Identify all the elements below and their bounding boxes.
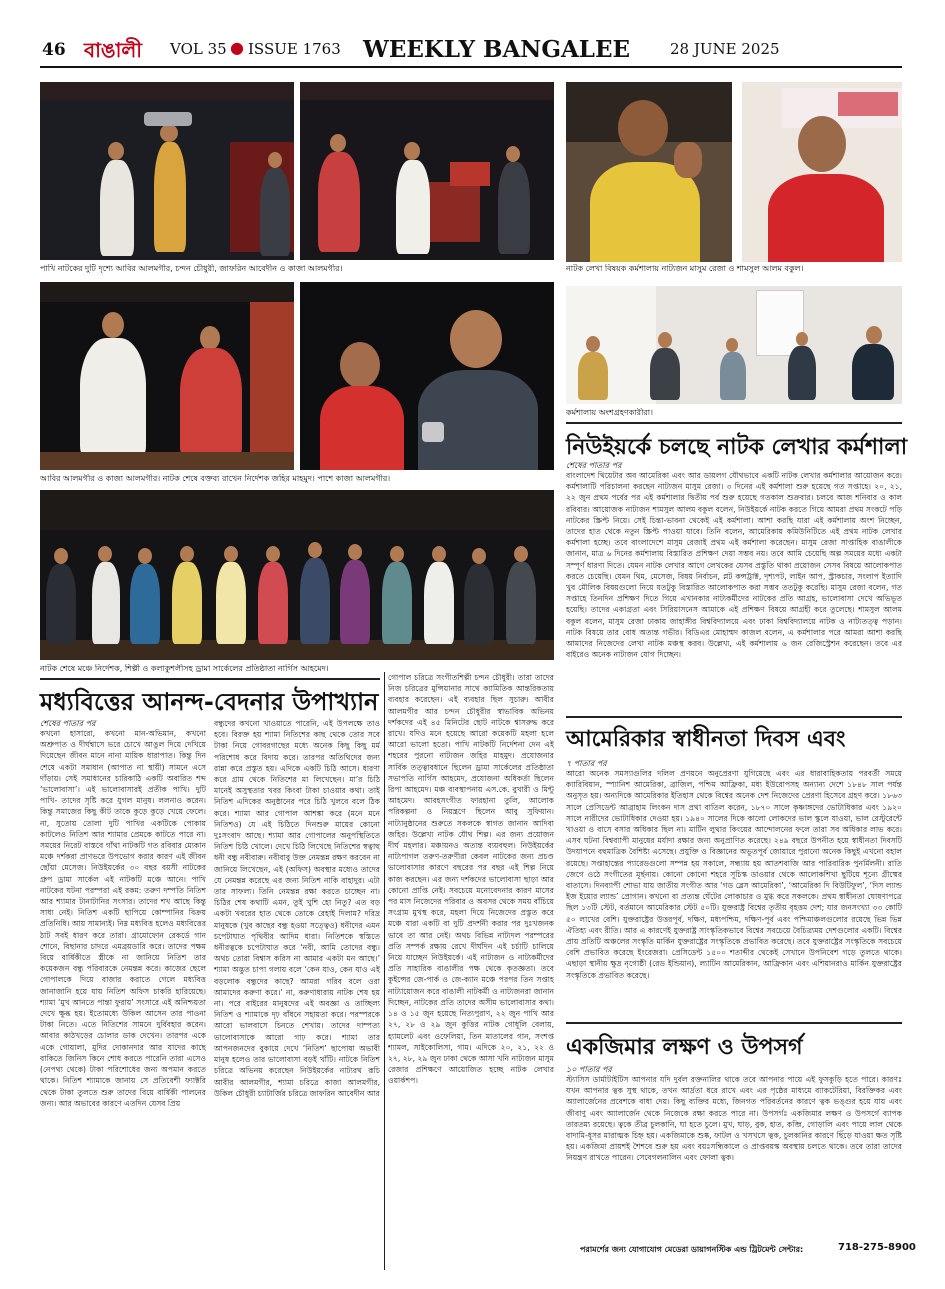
- workshop-article-body: বাংলাদেশ থিয়েটার অব আমেরিকা এবং আর ডায়লগ যৌথভাবে একটি নাটক লেখার কর্মশালার আয়োজন করে। কর্মশালাটি পরিচালনা করছেন নাট্যজন মাসুম রেজা। ৩ দিনের এই কর্মশালা শুরু হয়েছে গত সপ্তাহে। ২০, ২১, ২২ জুন প্রথম পর্বের পর এই কর্মশালার দ্বিতীয় পর্ব শুরু হয়েছে গতকাল শুক্রবার। চলবে আজ শনিবার ও কাল রবিবার। আয়োজক নাট্যজন শামসুল আলম বকুল বলেন, নিউইয়র্কে নাটক করতে গিয়ে আমরা প্রথম সংকটে পড়ি নাটকের স্ক্রিপ্ট নিয়ে। সেই চিন্তা-ভাবনা থেকেই এই কর্মশালা। আশা করছি যারা এই কর্মশালায় অংশ নিচ্ছেন, তাদের হাত থেকে নতুন স্ক্রিপ্ট পাওয়া যাবে। তিনি বলেন, আমেরিকায় কমিউনিটিতে এই প্রথম নাটক লেখার কর্মশালা হচ্ছে। তবে বাংলাদেশে মাসুম রেজাই প্রথম এই কর্মশালা করেছেন। মাসুম রেজা সাপ্তাহিক বাঙালীকে জানান, মাত্র ৬ দিনের কর্মশালায় বিস্তারিত প্রশিক্ষণ দেয়া সম্ভব নয়। তবে আমি চেয়েছি অল্প সময়ের মধ্যে একটা সম্পূর্ণ ধারণা দিতে। যেমন নাটক লেখার আগে লেখকের যেসব প্রস্তুতি থাকা প্রয়োজন সেসব বিষয়ে আলোকপাত করতে চেয়েছি। যেমন থিম, মেসেজ, বিষয় নির্বাচন, প্লট কন্সট্রাক্ট, দৃশ্যপট, লাইন আপ, স্ট্রাকচার, সংলাপ ইত্যাদি খুব মৌলিক বিষয়গুলো নিয়ে যতটুকু বিস্তারিত আলোকপাত করা সম্ভব ততটুকু করেছি। মাসুম রেজা বলেন, গত সপ্তাহে তিনদিন প্রশিক্ষণ দিতে গিয়ে এখানকার নাট্যকর্মীদের নাটকের প্রতি আগ্রহ, ভালোবাসা দেখে অভিভূত হয়েছি। তাদের একাগ্রতা এবং সিরিয়াসনেস আমাকে এই প্রশিক্ষণ বিষয়ে আগ্রহী করে তুলেছে। শামসুল আলম বকুল বলেন, মাসুম রেজা ঢাকায় জাহাঙ্গীর বিশ্ববিদ্যালয়ে এবং ঢাকা বিশ্ববিদ্যালয়ে নাটক ও নাট্যতত্ত্ব পড়ান। নাটক বিষয়ে তার বোধ অত্যন্ত গভীর। বিডিএর মোহাম্মদ কাজল বলেন, এ কর্মশালার পরে আমরা আশা করছি আমাদের নিজেদের লেখা নাটক মঞ্চস্থ করব। উল্লেখ্য, এই কর্মশালায় ৬ জন রেজিস্ট্রেশন করেছেন। তবে এর বাইরেও অনেক নাট্যজন যোগ দিচ্ছেন।: [566, 471, 902, 660]
- workshop-continued-label: শেষের পাতার পর: [566, 461, 622, 470]
- bullet-dot-icon: ●: [230, 38, 244, 57]
- workshop-speaker-photo-2: [742, 82, 902, 262]
- independence-continued-label: ৭ পাতার পর: [566, 759, 607, 768]
- page-header: [40, 36, 902, 64]
- middle-class-column-1: কখনো হাসারো, কখনো মান-অভিমান, কখনো অশ্রুপাত ও দীর্ঘশ্বাসে ভরে চোখে আঙুল দিয়ে দেখিয়ে দিয়েছেন জীবন মানে নানা মায়িক ধারাপাত। কিন্তু দিন শেষে একটা সমাধান (আপাত না স্থায়ী) সামনে এসে দাঁড়ায়। সেই সমাধানের চারিকাঠি একটি অবারিত শব্দ ‘ভালোবাসা’। এই ভালোবাসারই প্রতীক পাখি। দুটি পাখি- তাদের সৃষ্টি করে যুগল মানুষ। ললনাও করেন। কিন্তু সমাজের কিছু কীট তাকে কুড়ে কুড়ে খেয়ে ফেলে। না, সুতোয় তোলা দুটি পাখির একটিকে পোকায় কাটলেও নিতিশ আর শ্যামার প্রেমকে কাটতে পারে না। সময়ের নিরেট বাস্তবে গাঁথা নাটকটি গত রবিবার ম্যেকান মঞ্চে দর্শকরা প্রাণভরে উপভোগ করার কারণ এই জীবন ছোঁয়া মেসেজ। নিউইয়র্কের ৩০ বছর বয়সী নাটকের গ্রুপ ড্রামা সার্কেল এই নাটকটি মঞ্চে আনে। পাখি নাটকের ঘটনা পরম্পরা এই রকম: তরুণ দম্পতি নিতিশ আর শ্যামার টানাটানির সংসার। তাদের শখ আছে কিন্তু সাধ্য নেই। নিতিশ একটি ছাপিয়ে কোম্পানির বিক্রয় প্রতিনিধি। আয় সামান্যই। নিম্ন মধ্যবিত্ত হলেও মধ্যবিত্তের ঠাট সবই ধারণ করে তারা। গ্রামোফোন রেকর্ডে গান শোনে, বিছানার চাদরে এমব্রয়ডারি করে। তাদের পক্ষম বিয়ে বার্ষিকীতে স্ত্রীকে না জানিয়ে নিতিশ তার কয়েকজন বন্ধু পরিবারকে নেমন্তন্ন করে। কাজের ছেলে গোপালকে দিয়ে বাজার করাতে গেলে মধ্যবিত্ত জানাজানি হয়ে যায় নিতিশ অফিস চাকরি হারিয়েছে। শ্যামা ‘মুখ আনতে পান্তা ফুরায়’ সংসারে এই অনিশ্চয়তা দেখে ক্ষুব্ধ হয়। ইতোমধ্যে উকিল আসেন তার পাওনা টাকা নিতে। এতে নিতিশের সামনে দুর্বিবহার করেন। আবার কাঠখড়ের চোলার ডাক দেখেন। তারপর একে একে গোয়ালা, মুদির দোকানদার আর যাদের কাছে বাকিতে জিনিস কিনে শোধ করতে পারেনি তারা এসেও (নেপথ্য থেকে) টাকা পরিশোধের জন্য অপমান করতে থাকে। নিতিশ শ্যামাকে জানায় সে প্রতিবেশী ফ্যাক্টরি থেকে টাকা তুলতে শুরু তাদের বিয়ে বার্ষিকী পালনের জন্য। আর অভাবের কারণে এতদিন যেসব প্রিয়: [40, 729, 206, 1108]
- column-divider: [384, 672, 385, 1270]
- header-rule: [40, 66, 902, 68]
- newspaper-logo: বাঙালী: [84, 38, 143, 62]
- independence-headline: আমেরিকার স্বাধীনতা দিবস এবং: [566, 727, 846, 752]
- workshop-rule: [566, 422, 902, 424]
- clinic-contact-label: পরামর্শের জন্য যোগাযোগ মেডেরা ডায়াগনস্টিক এন্ড ট্রিটমেন্ট সেন্টার:: [580, 1245, 804, 1254]
- play-couple-photo: [40, 282, 294, 470]
- photo-caption-row3: নাটক শেষে মঞ্চে নির্দেশক, শিল্পী ও কলাকুশলীসহ ড্রামা সার্কেলের প্রতিষ্ঠাতা নার্গিস আহমেদ।: [40, 664, 329, 673]
- issue-date: 28 JUNE 2025: [670, 40, 780, 58]
- eczema-continued-label: ১০ পাতার পর: [566, 1065, 612, 1074]
- middle-class-headline: মধ্যবিত্তের আনন্দ-বেদনার উপাখ্যান: [40, 688, 379, 716]
- page-number: 46: [42, 40, 66, 60]
- independence-article-body: আরো অনেক সমস্যাগুলির দলিল প্রণয়নে অনুপ্রেরণা যুগিয়েছে এবং এর ধারাবাহিকতায় পরবর্তী সময়ে ক্যারিবিয়ান, স্প্যানিশ আমেরিকা, ব্রাজিল, পশ্চিম আফ্রিকা, মধ্য ইউরোপসহ অন্যান্য দেশে ১৮৪৮ সাল পর্যন্ত অনুসৃত হয়। অন্যদিকে আমেরিকার ইতিহাস থেকে বিশ্বের অনেক দেশ নিজেদের প্রেরণা হিসেবে গ্রহণ করে। ১৮৬৩ সালে প্রেসিডেন্ট আব্রাহাম লিংকন দাস প্রথা বাতিল করেন, ১৮৭০ সালে কৃষ্ণাঙ্গদের ভোটাধিকার এবং ১৯২০ সালে নারীদের ভোটাধিকার দেওয়া হয়। ১৯৪০ সালের দিকে কালো লোকদের ভাল স্কুলে যাওয়া, ভাল রেস্টুরেন্টে খাওয়া ও বাসে বসার অধিকার ছিল না। মার্টিন লুথার কিংয়ের আন্দোলনের ফলে তারা সব অধিকার লাভ করে। এসব ঘটনা বিশ্বব্যাপী মানুষের মর্যাদা রক্ষার জন্য অনুপ্রাণিত করেছে। ২৪৯ বছরে উপনীত হয়ে স্বাধীনতা দিবসটি উদযাপনে বহুমাত্রিক বৈশিষ্ট্য এসেছে। প্রযুক্তি ও বিজ্ঞানের অভূতপূর্ব জোয়ারে পুরানো অনেক কিছুই এখনো বহাল রয়েছে। সপ্তাহান্তের প্যারেডগুলো সম্পন্ন হয় সকালে, সন্ধ্যায় হয় আতশবাজি আর পারিবারিক পুনর্মিলনী। রাতি জেগে ওঠে সংগীতের মূর্ছনায়। কোনো কোনো শহরে সূচিস্ক ডাওয়ার থেকে আলোকশিখা ছুটিয়ে শূন্যে গ্রীষ্মের বাতাসে। দিনব্যাপী শোভা যায় জাতীয় সংগীত আর ‘গড ব্লেস আমেরিকা’, ‘আমেরিকা দি বিউটিফুল’, ‘দিস ল্যান্ড ইজ ইয়োর ল্যান্ড’ প্রোগান। কখনো বা প্রত্যন্ত ঘেঁটের লোকাচার ও মুগ্ধ করে সকলকে। প্রথম স্বাধীনতা ঘোষণাপত্রে ছিল ১৩টি স্টেট, বর্তমানে আমেরিকার স্টেট ৫০টি। যুক্তরাষ্ট্র বিশ্বের তৃতীয় বৃহত্তম দেশ; যার জনসংখ্যা ৩৩ কোটি ৫০ লাখের বেশি। যুক্তরাষ্ট্রের উত্তরপূর্ব, দক্ষিণ, মধ্যপশ্চিম, দক্ষিণ-পূর্ব এবং পশ্চিমাঞ্চলগুলোর রয়েছে ভিন্ন ভিন্ন ঐতিহ্য এবং রীতি। আর এ কারণেই যুক্তরাষ্ট্র সাংস্কৃতিকভাবে বিশ্বের সবচেয়ে বৈচিত্র্যময় দেশগুলোর একটি। বিশ্বের প্রায় প্রতিটি অঞ্চলের সংস্কৃতি মার্কিন যুক্তরাষ্ট্রের সংস্কৃতিকে প্রভাবিত করেছে। তবে যুক্তরাষ্ট্রের সংস্কৃতিকে সবচেয়ে বেশি প্রভাবিত করেছে ইংরেজরা। প্রেসিডেন্ট ১৫০০ শতাব্দীর থেকেই সেখানে উপনিবেশ গড়ে তুলতে থাকে। এছাড়া স্থানীয় ক্ষুদ্র নৃগোষ্ঠী (রেড ইন্ডিয়ান), ল্যাটিন আমেরিকান, আফ্রিকান এবং এশিয়ানরাও মার্কিন যুক্তরাষ্ট্রের সংস্কৃতিকে প্রভাবিত করেছে।: [566, 769, 902, 980]
- volume-label: VOL 35: [170, 40, 227, 58]
- workshop-headline: নিউইয়র্কে চলছে নাটক লেখার কর্মশালা: [566, 435, 908, 460]
- middle-class-rule: [40, 678, 380, 680]
- workshop-participants-photo: [566, 286, 902, 404]
- photo-caption-row2-left: আবির আলমগীর ও কাজা আলমগীর। নাটক শেষে বক্তব্য রাখেন নির্দেশক জহির মাহমুদ। পাশে কাজা আলমগীর।: [40, 474, 391, 483]
- independence-rule: [566, 716, 902, 718]
- eczema-article-body: স্ট্যাসিস ডার্মাটাইটিস আপনার যদি দুর্বল রক্তনালির থাকে তবে আপনার পায়ে এই ফুসকুড়ি হতে পারে। কারণঃ যখন আপনার ত্বক সুস্থ থাকে, তখন আর্দ্রতা ধরে রাখে এবং এর পৃষ্ঠের মাধ্যমে ব্যাকটেরিয়া, বিরক্তিকর এবং অ্যালার্জেনের প্রবেশকে বাধা দেয়। কিছু ব্যক্তির মধ্যে, জিনগত পরিবর্তনের কারণে ত্বক ভঙ্গুর হয়ে যায় এবং জীবাণু এবং অ্যালার্জেন থেকে নিজেকে রক্ষা করতে পারে না। উপসর্গঃ একজিমার লক্ষণ ও উপসর্গে ব্যাপক তারতম্য রয়েছে। ত্বকে তীব্র চুলকানি, ঘা হতে চুলে। মুখ, ঘাড়, বুক, হাত, কব্জি, গোড়ালি এবং পায়ে লাল থেকে বাদামি-ধূসর মারাত্মক চিহ্ন হয়। একজিমাকে শুষ্ক, ফাটল ও খসখসে ত্বক, চুলকানির কারণে ছিঁড়ে যাওয়া ক্ষত সৃষ্টি হয়। একজিমা প্রায়শই শৈশবে শুরু হয় এবং বয়ঃসন্ধিকালে ও প্রাপ্তবয়স্ক অবস্থায় চলতে থাকে। তবে তারা তাদের নিয়ন্ত্রণ রাখতে পারেন। সেবেগলনালিন এবং ফোলা ত্বক।: [566, 1075, 902, 1163]
- workshop-speaker-photo-1: [566, 82, 732, 262]
- masthead-title: WEEKLY BANGALEE: [363, 36, 631, 63]
- middle-class-column-2: বন্ধুদের কখনো খাওয়াতে পারেনি, এই উপলক্ষে তাও হবে। বিরক্ত হয় শ্যামা নিতিশের কাছ থেকে তোর সবে টাকা নিয়ে গোবরগাছের মধ্যে অনেক কিছু কিছু মর্ম পরিশোধ করে বিদায় করে। তারপর অতিথিদের জন্য রান্না করে প্রস্তুত হয়। এদিকে একটি চিঠি আসে। ধারণা করে গ্রাম থেকে নিতিশের মা লিখেছেন। মা’র চিঠি মানেই অসুস্থতার খবর কিংবা টাকা চাওয়ার কথা। তাই নিতিশ এদিকের অনুষ্ঠানের পরে চিঠি খুলবে বলে ঠিক করে। শ্যামা আর গোপাল আশঙ্কা করে (মনে মনে নিতিশও) যে এই চিঠিতে দিনশুরু মায়ের কোনো দুঃসংবাদ আছে। শ্যামা আর গোপালের অনুপস্থিতিতে নিতিশ চিঠি খোলে। দেখে চিঠি লিখেছে নিতিশের স্বত্বাহু ধনী বন্ধু নবীবারু। নবীবাবু উক্ত নেমন্তন্ন রক্ষণ করবেন না জানিয়ে লিখেছেন, এই (অফিস) অবস্থার মধ্যেও তাদের যে নেমন্তন্ন করেছে এর জন্য নিতিশ নাকি বাহাদুর। এটা তার সাফল্য। তিনি নেমন্তন্ন রক্ষা করতে চাচ্ছেন না। চিঠির শেষ কথাটি এমন, তুই খুশি হো নিতু? এত বড় একটা খবরের হাত থেকে তোকে রেহাই দিলাম? দরিদ্র মানুষকে (খুব কাছের বন্ধু হওয়া সত্ত্বেও) ধনীদের এমন চপেটাঘাত পৃথিবীর আদিম ধারা। নিতিশকে স্বস্তিতে ধনীরত্বকে চপেটাঘাত করে ‘নবী, আমি তোদের বন্ধু। অথচ তোরা বিশ্বাস করিস না আমার একটা মন আছে।’ শ্যামা অদ্ভুত চাপা গলায় বলে ‘কেন যাও, কেন যাও এই বড়লোক বন্ধুদের কাছে? আমরা গরিব বলে ওরা আমাদের করুণা করে।’ না, করুণাধারায় নাটক শেষ হয় না। পরে বাইরের মানুষদের এই অবজ্ঞা ও তাচ্ছিল্য নিতিশ ও শ্যামাকে দৃঢ় বাঁধনে সহায়তা করে। পরস্পরকে আরো ভালবাসে চিনতে শেখায়। তাদের দাম্পত্য ভালোবাসাকে আরো গাঢ় করে। শ্যামা তার আপনজনদের বুকায়ে দেখে ‘নিতিশ’ ছাপোষা অভাবী মানুষ হলেও তার ভালোবাসা বড়ই খাঁটি। নাটকে নিতিশ চরিত্রে অভিনয় করেছেন নিউইয়র্কের নাট্যরথ রূচি আবীর আলমগীর, শ্যামা চরিত্রে কাজা আলমগীর, উকিল চৌধুরী চ্যাটার্জির চরিত্রে জাফরিন আবেদীন আর: [214, 719, 380, 1098]
- play-scene-photo-2: [300, 82, 554, 260]
- issue-label: ISSUE 1763: [248, 40, 341, 58]
- cast-group-photo: [40, 490, 554, 660]
- play-scene-photo-1: [40, 82, 294, 260]
- photo-caption-row1-right: নাটক লেখা বিষয়ক কর্মশালায় নাট্যজন মাসুম রেজা ও শামসুল আলম বকুল।: [566, 264, 804, 273]
- eczema-rule: [566, 1022, 902, 1024]
- eczema-headline: একজিমার লক্ষণ ও উপসর্গ: [566, 1035, 803, 1060]
- middle-class-column-3: গোপাল চরিত্রে সংগীতশিল্পী চন্দন চৌধুরী। তারা তাদের নিজ চরিত্রের মুন্সিয়ানার সাথে ক্যামিতিক আন্তরিকতায় ব্যবহার করেছেন। এই ব্যবহার ছিল সুচারু। আবীর আলমগীর আর চন্দন চৌধুরীর স্বাভাবিক অভিনয় দর্শকদের এই ৪৫ মিনিটের ছোট নাটকে শ্বাসরুদ্ধ করে রাখে। যদিও মনে হয়েছে আরো কয়েকটি মহলা হলে আরো ভালো হতো। পাখি নাটকটি নির্দেশনা দেন এই শহরের পুরনো নাট্যজন জহির মাহমুদ। প্রযোজনার সার্বিক তত্ত্বাবধানে ছিলেন ড্রামা সার্কেলের প্রতিষ্ঠাতা সভাপতি নার্গিস আহমেদ, প্রযোজনা অধিকর্তা ছিলেন রিপা আহমেদ। মঞ্চ ব্যবস্থাপনায় এস.কে. বুখারী ও মিন্টু আহমেদ। আবহসংগীত ফারহানা তুলি, আলোক পরিকল্পনা ও নিয়ন্ত্রণে ছিলেন আবু সুফিয়ান। নাট্যানুষ্ঠানের শুরুতে সকলকে স্বাগত জানান আদিবা জহির। উল্লেখ্য নাটক যৌথ শিল্প। এর জন্য প্রয়োজন দীর্ঘ মহলার। মঞ্চায়নও অত্যন্ত ব্যয়বহুল। নিউইয়র্কের নাট্যপাগল তরুণ-তরুণীরা কেবল নাটকের জন্য প্রচণ্ড ভালোবাসার কারণে বছরের পর বছর এই শিল্প নিয়ে কাজ করছেন। এর জন্য দর্শকদের ভালোবাসা ছাড়া আর কোনো প্রাপ্তি নেই। সবচেয়ে মনোবেদনার কারণ মাসের পর মাস নিজেদের পরিবার ও অবসর থেকে সময় বাঁচিয়ে সংগ্রাম মুখস্থ করে, মহলা দিয়ে নিজেদের প্রস্তুত করে মঞ্চে যারা একটি বা দুটি প্রদর্শনী করার পর দুঃখজনক ভাবে তা আর নেই। অথচ বিভিন্ন নাট্যদল পরম্পরের প্রতি সম্পর্ক রক্ষায় রেখে দীর্ঘদিন এই চর্চাটি চালিয়ে নিয়ে যাচ্ছেন নিউইয়র্কে। এই নাট্যজন ও নাট্যকর্মীদের প্রতি সাহারিক বাঙালীর পক্ষ থেকে কৃতজ্ঞতা। তবে কুইন্সের জে-পার্ক ও জে-ক্যান মঞ্চে পরপর তিন সপ্তাহ নাট্যায়োজন করে বাঙালী নাটকর্মী ও নাট্যজনরা জানান দিচ্ছেন, নাটকের প্রতি তাদের অসীম ভালোবাসার কথা। ১৪ ও ১৫ জুন হয়েছে নিত্যপুরাণ, ২২ জুন পাখি আর ২৭, ২৮ ও ২৯ জুন কুত্তির নাটক গোধূলি বেলায়, হ্যামলেট এবং ওফেলিয়া, তিন মাতালের গান, সংশপ্ত শ্যামল, সাইকোলিসা, গাম। এদিকে ২০, ২১, ২২ ও ২৭, ২৮, ২৯ জুন ঢাকা থেকে আসা খনি নাট্যজন মাসুম রেজার প্রশিক্ষণে আয়োজিত হচ্ছে নাটক লেখার ওয়ার্কশপ।: [388, 673, 554, 1086]
- middle-class-continued-label: শেষের পাতার পর: [40, 719, 96, 728]
- clinic-phone-number: 718-275-8900: [838, 1242, 916, 1253]
- photo-caption-row2-right: কর্মশালায় অংশগ্রহণকারীরা।: [566, 408, 653, 417]
- photo-caption-row1-left: পাখি নাটকের দুটি দৃশ্যে আবির আলমগীর, চন্দন চৌধুরী, জাফরিন আবেদীন ও কাজা আলমগীর।: [40, 264, 343, 273]
- director-speech-photo: [300, 282, 554, 470]
